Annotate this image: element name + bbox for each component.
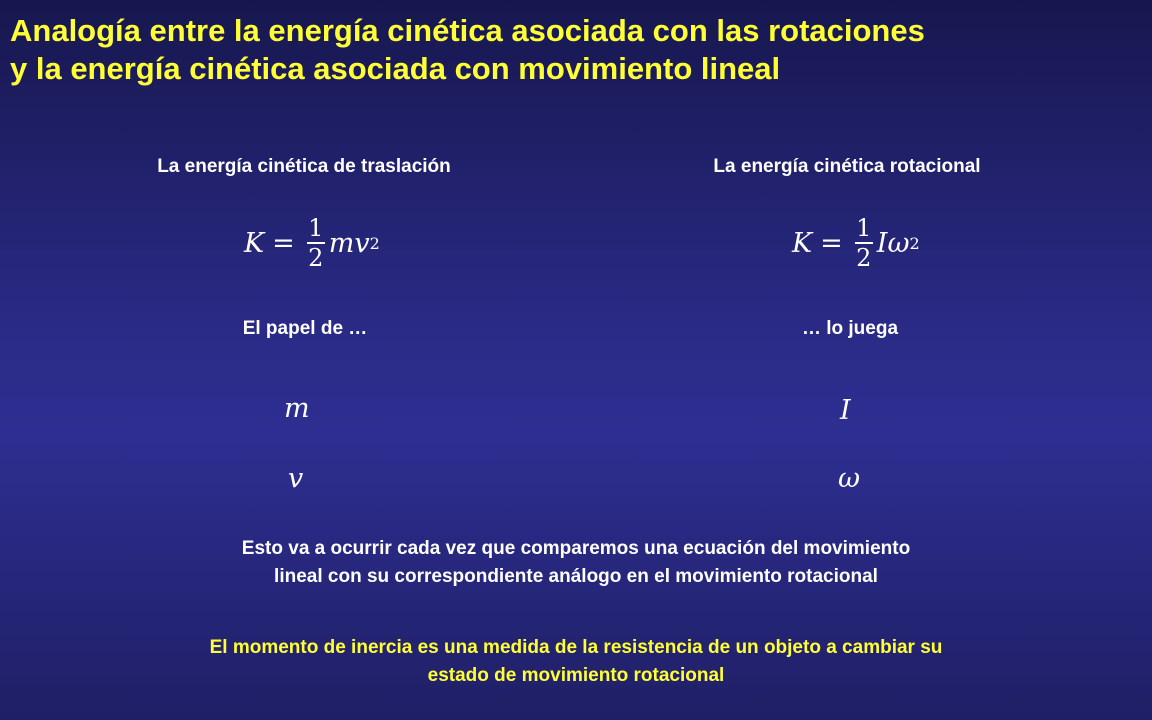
plays-role-heading: … lo juega	[801, 318, 899, 339]
equation-lhs: K	[244, 227, 265, 259]
equation-rhs: Iω	[876, 227, 910, 259]
slide-title-line-2: y la energía cinética asociada con movimiento lineal	[10, 51, 781, 86]
fraction-denominator: 2	[308, 244, 324, 272]
equation-fraction	[307, 215, 325, 271]
equation-equals: =	[820, 227, 843, 259]
rotational-energy-equation	[792, 215, 920, 271]
fraction-numerator: 1	[856, 214, 872, 242]
slide-title-line-1: Analogía entre la energía cinética asociada con las rotaciones	[10, 13, 925, 48]
equation-lhs: K	[792, 227, 813, 259]
role-of-heading: El papel de …	[242, 318, 368, 339]
moment-of-inertia-symbol: I	[840, 395, 851, 426]
equation-exponent: 2	[369, 233, 380, 253]
equation-exponent: 2	[909, 233, 920, 253]
slide-title	[10, 12, 1140, 88]
inertia-definition-line-1: El momento de inercia es una medida de la resistencia de un objeto a cambiar su	[209, 637, 943, 658]
inertia-definition-line-2: estado de movimiento rotacional	[427, 665, 725, 686]
analogy-note-line-2: lineal con su correspondiente análogo en el movimiento rotacional	[274, 566, 878, 587]
inertia-definition	[100, 634, 1052, 690]
translational-energy-equation	[244, 215, 380, 271]
mass-symbol: m	[284, 393, 310, 424]
analogy-note-line-1: Esto va a ocurrir cada vez que comparemos una ecuación del movimiento	[241, 538, 911, 559]
fraction-denominator: 2	[856, 244, 872, 272]
fraction-numerator: 1	[308, 214, 324, 242]
translational-heading: La energía cinética de traslación	[157, 156, 451, 177]
equation-fraction	[855, 215, 873, 271]
angular-velocity-symbol: ω	[838, 463, 861, 494]
analogy-note	[100, 535, 1052, 591]
velocity-symbol: v	[288, 463, 304, 494]
equation-equals: =	[272, 227, 295, 259]
equation-rhs: mv	[328, 227, 370, 259]
rotational-heading: La energía cinética rotacional	[713, 156, 981, 177]
